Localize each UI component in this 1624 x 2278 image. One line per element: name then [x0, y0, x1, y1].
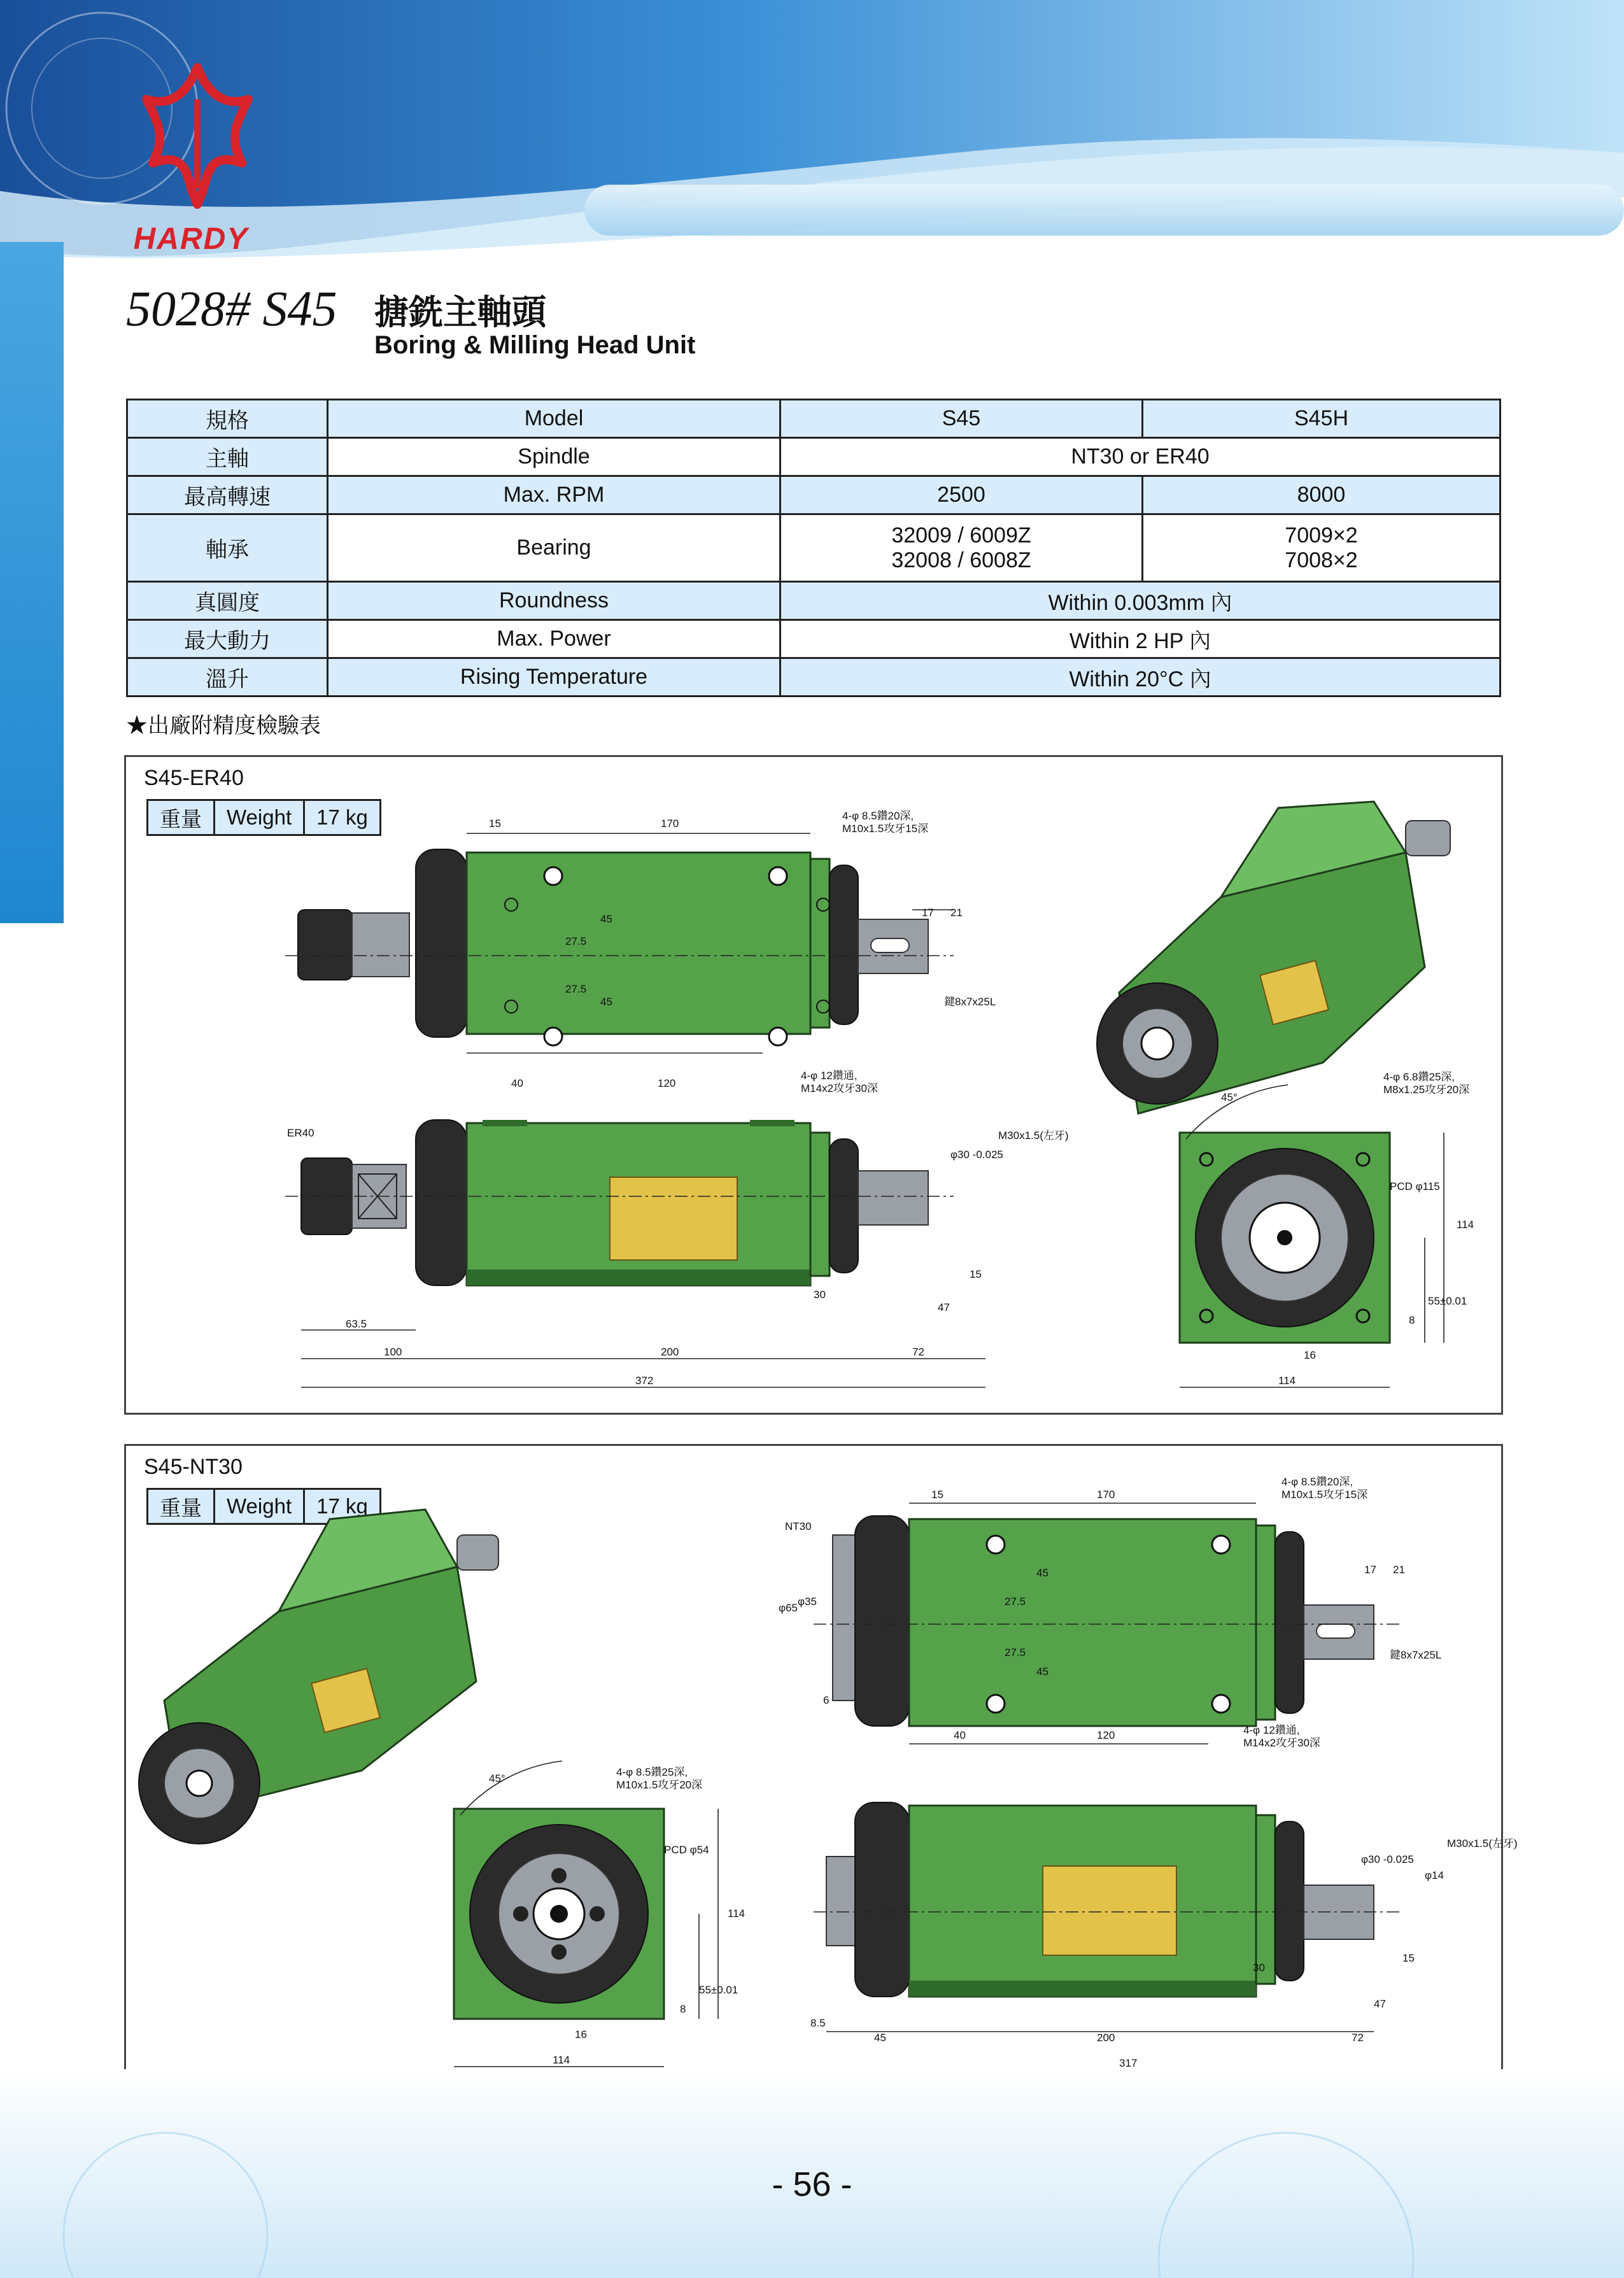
dim-label: 鍵8x7x25L	[944, 996, 996, 1008]
dim-label: 30	[1253, 1962, 1265, 1974]
dim-label: 100	[384, 1346, 402, 1358]
inspection-note: ★出廠附精度檢驗表	[126, 714, 321, 738]
drawing-er40	[126, 757, 1501, 1413]
weight-label-en: Weight	[215, 1489, 304, 1524]
dim-label: M30x1.5(左牙)	[998, 1129, 1069, 1142]
dim-label: 8	[680, 2003, 686, 2015]
dim-label: 27.5	[565, 935, 587, 947]
dim-label: 15	[970, 1268, 982, 1280]
iso-view	[139, 1510, 498, 1844]
dim-label: M14x2攻牙30深	[801, 1082, 878, 1094]
model-code: 5028# S45	[126, 281, 337, 336]
drawing-nt30	[126, 1446, 1518, 2104]
cell	[1143, 514, 1500, 582]
dim-label: PCD φ54	[664, 1844, 709, 1856]
dim-label: 15	[1402, 1952, 1415, 1964]
dim-label: ER40	[287, 1127, 314, 1139]
dim-label: 114	[553, 2054, 570, 2066]
panel-s45-er40	[124, 755, 1503, 1415]
dim-label: φ30 -0.025	[1361, 1853, 1414, 1865]
dim-label: 45	[874, 2032, 886, 2044]
cell: Bearing	[328, 514, 780, 582]
cell: Within 2 HP 內	[780, 620, 1500, 658]
dim-label: 16	[575, 2028, 587, 2041]
weight-label-zh: 重量	[148, 800, 215, 835]
dim-label: M30x1.5(左牙)	[1447, 1837, 1518, 1850]
cell: Within 20°C 內	[780, 658, 1500, 697]
dim-label: φ65	[779, 1602, 798, 1614]
table-row	[127, 438, 1500, 476]
dim-label: 4-φ 8.5鑽20深,	[1282, 1476, 1353, 1488]
weight-label-zh: 重量	[148, 1489, 215, 1524]
dim-label: 72	[912, 1346, 924, 1358]
weight-label-en: Weight	[215, 800, 304, 835]
dim-label: φ14	[1425, 1869, 1444, 1881]
cell: 規格	[127, 400, 328, 438]
dim-label: M10x1.5攻牙15深	[1282, 1489, 1368, 1501]
top-view	[814, 1503, 1399, 1744]
dim-label: 55±0.01	[1428, 1295, 1467, 1307]
dim-label: 16	[1304, 1349, 1316, 1361]
dim-label: 55±0.01	[699, 1984, 738, 1996]
cell: 8000	[1143, 476, 1500, 514]
dim-label: 47	[938, 1301, 950, 1313]
cell: Model	[328, 400, 780, 438]
cell: 軸承	[127, 514, 328, 582]
dim-label: 15	[489, 817, 501, 830]
cell: S45	[780, 400, 1143, 438]
dim-label: NT30	[785, 1520, 812, 1532]
dim-label: 17	[1364, 1564, 1376, 1576]
cell-line: 7009×2	[1285, 523, 1358, 548]
dim-label: 200	[1097, 2032, 1115, 2044]
page-title-en: Boring & Milling Head Unit	[374, 331, 696, 359]
top-view	[285, 833, 954, 1053]
table-row	[127, 620, 1500, 658]
cell: Spindle	[328, 438, 780, 476]
dim-label: 6	[823, 1694, 830, 1706]
spec-header-row	[127, 400, 1500, 438]
dim-label: 45	[600, 913, 612, 925]
dim-label: 45	[600, 996, 612, 1008]
dim-label: 72	[1352, 2032, 1364, 2044]
dim-label: 27.5	[1005, 1646, 1026, 1659]
cell-line: 32008 / 6008Z	[891, 548, 1031, 572]
weight-value: 17 kg	[304, 800, 381, 835]
dim-label: 45°	[489, 1772, 505, 1785]
dim-label: M10x1.5攻牙15深	[842, 823, 929, 835]
dim-label: 27.5	[565, 983, 587, 995]
dim-label: 45°	[1221, 1091, 1238, 1103]
cell-line: 7008×2	[1285, 548, 1358, 572]
spec-table	[126, 399, 1501, 697]
dim-label: 120	[658, 1077, 676, 1089]
table-row	[127, 582, 1500, 620]
dim-label: 8	[1409, 1314, 1415, 1326]
dim-label: 8.5	[810, 2017, 826, 2029]
side-tab	[0, 242, 64, 923]
dim-label: 114	[728, 1907, 745, 1920]
dim-label: φ30 -0.025	[950, 1149, 1003, 1161]
cell: NT30 or ER40	[780, 438, 1500, 476]
cell: Rising Temperature	[328, 658, 780, 697]
cell: 主軸	[127, 438, 328, 476]
cell: 真圓度	[127, 582, 328, 620]
cell: 最大動力	[127, 620, 328, 658]
dim-label: M8x1.25攻牙20深	[1383, 1084, 1470, 1096]
table-row	[127, 514, 1500, 582]
table-row	[127, 476, 1500, 514]
cell: Within 0.003mm 內	[780, 582, 1500, 620]
weight-value: 17 kg	[304, 1489, 381, 1524]
dim-label: 30	[814, 1289, 826, 1301]
cell	[780, 514, 1143, 582]
dim-label: φ35	[798, 1595, 817, 1608]
cell-line: 32009 / 6009Z	[891, 523, 1031, 548]
dim-label: 4-φ 8.5鑽20深,	[842, 810, 914, 822]
page-title-zh: 搪銑主軸頭	[374, 294, 546, 332]
brand-name: HARDY	[133, 222, 249, 256]
side-view	[814, 1802, 1425, 2070]
dim-label: 63.5	[346, 1318, 367, 1330]
dim-label: 170	[661, 817, 679, 830]
cell: Max. RPM	[328, 476, 780, 514]
iso-view	[1097, 802, 1450, 1114]
dim-label: 45	[1036, 1567, 1049, 1579]
dim-label: 120	[1097, 1729, 1115, 1741]
table-row	[127, 658, 1500, 697]
dim-label: PCD φ115	[1390, 1180, 1440, 1192]
panel-title: S45-ER40	[144, 766, 244, 790]
dim-label: 鍵8x7x25L	[1390, 1649, 1442, 1661]
dim-label: 40	[511, 1077, 523, 1089]
dim-label: 21	[950, 907, 963, 919]
front-view	[454, 1761, 718, 2067]
dim-label: M14x2攻牙30深	[1243, 1737, 1320, 1749]
dim-label: 4-φ 12鑽通,	[1243, 1724, 1300, 1736]
dim-label: 15	[931, 1489, 943, 1501]
cell: Roundness	[328, 582, 780, 620]
front-view	[1180, 1085, 1444, 1387]
cell: 最高轉速	[127, 476, 328, 514]
cell: S45H	[1143, 400, 1500, 438]
dim-label: 40	[954, 1729, 966, 1741]
dim-label: 4-φ 8.5鑽25深,	[616, 1766, 688, 1778]
dim-label: 27.5	[1005, 1595, 1026, 1608]
dim-label: 4-φ 12鑽通,	[801, 1070, 858, 1082]
dim-label: 45	[1036, 1666, 1049, 1678]
panel-title: S45-NT30	[144, 1455, 243, 1479]
dim-label: 21	[1393, 1564, 1405, 1576]
dim-label: 114	[1278, 1375, 1296, 1387]
dim-label: 170	[1097, 1489, 1115, 1501]
dim-label: 114	[1457, 1219, 1474, 1231]
panel-s45-nt30	[124, 1444, 1518, 2106]
dim-label: 372	[635, 1375, 654, 1387]
dim-label: 17	[922, 907, 934, 919]
dim-label: 47	[1374, 1998, 1386, 2010]
dim-label: 317	[1119, 2057, 1138, 2069]
dim-label: M10x1.5攻牙20深	[616, 1779, 703, 1791]
cell: Max. Power	[328, 620, 780, 658]
hardy-logo-icon	[134, 61, 261, 208]
page-number: - 56 -	[772, 2165, 852, 2204]
cell: 溫升	[127, 658, 328, 697]
dim-label: 200	[661, 1346, 679, 1358]
cell: 2500	[780, 476, 1143, 514]
dim-label: 4-φ 6.8鑽25深,	[1383, 1071, 1455, 1083]
